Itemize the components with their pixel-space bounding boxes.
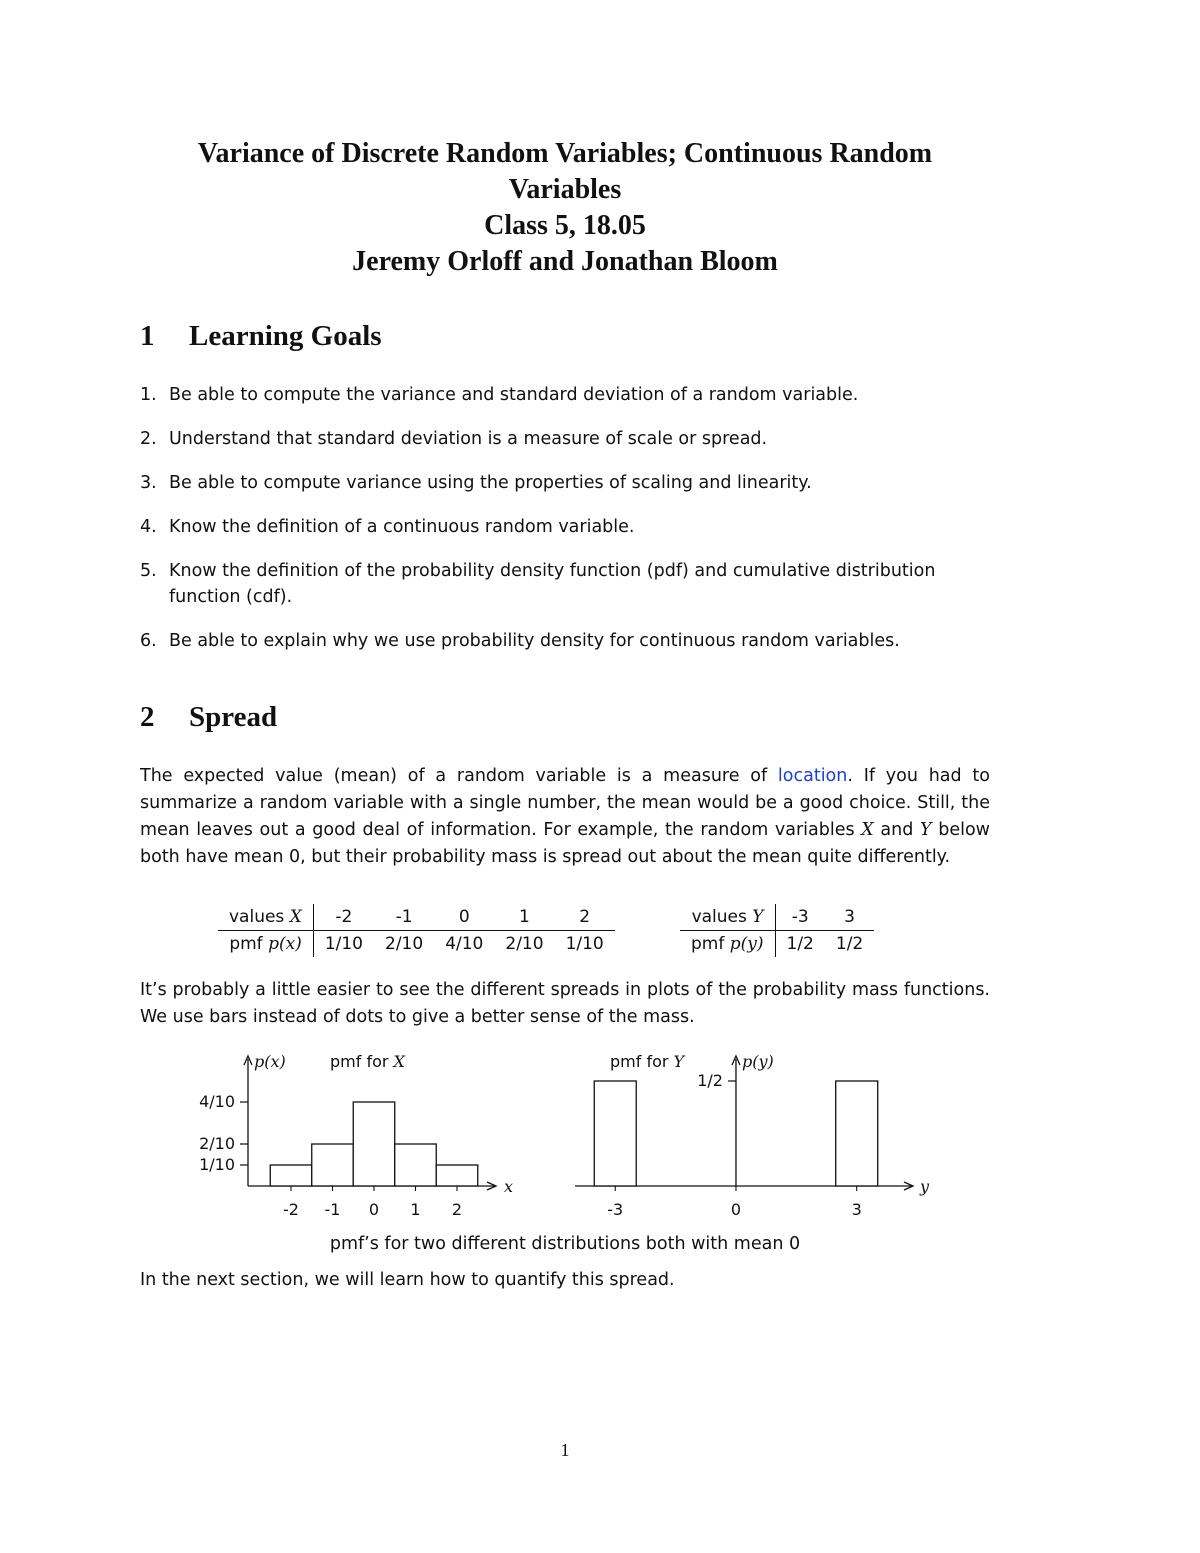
table-cell: 4/10 bbox=[445, 934, 484, 954]
table-row-label: values X bbox=[218, 904, 313, 931]
list-item bbox=[140, 382, 1000, 408]
table-cell: 1/10 bbox=[324, 934, 363, 954]
math-var-x: X bbox=[861, 820, 874, 840]
table-y-pmf bbox=[680, 904, 874, 957]
bar bbox=[353, 1102, 395, 1186]
list-item-text: Understand that standard deviation is a measure of scale or spread. bbox=[169, 429, 768, 449]
pmf-chart-y bbox=[570, 1045, 940, 1225]
table-cell: 1/2 bbox=[835, 934, 864, 954]
table-cell: 1/2 bbox=[786, 934, 814, 954]
bar bbox=[270, 1165, 312, 1186]
list-item-number: 2. bbox=[140, 429, 157, 449]
paragraph-spread-intro bbox=[140, 763, 990, 871]
document-title bbox=[140, 136, 990, 280]
y-axis-label: p(y) bbox=[741, 1052, 774, 1071]
bar bbox=[836, 1081, 878, 1186]
list-item-text: Know the definition of a continuous random variable. bbox=[169, 517, 635, 537]
table-cell: 1/10 bbox=[565, 934, 604, 954]
list-item-number: 3. bbox=[140, 473, 157, 493]
list-item bbox=[140, 514, 1000, 540]
y-axis-label: p(x) bbox=[254, 1052, 286, 1071]
list-item bbox=[140, 470, 1000, 496]
bar bbox=[436, 1165, 478, 1186]
text-run: and bbox=[873, 820, 920, 840]
x-axis-label: y bbox=[920, 1177, 930, 1196]
section-heading-spread bbox=[140, 701, 277, 734]
text-run: below both have mean 0, but their probability mass is spread out about the mean quite differently. bbox=[140, 820, 990, 867]
paragraph-plots: It’s probably a little easier to see the different spreads in plots of the probability mass functions. We use bars instead of dots to give a better sense of the mass. bbox=[140, 980, 990, 1027]
table-cell: 2/10 bbox=[505, 934, 544, 954]
section-number: 1 bbox=[140, 320, 155, 352]
learning-goals-list bbox=[140, 382, 1000, 672]
table-cell: 1 bbox=[494, 904, 554, 931]
location-link[interactable]: location bbox=[777, 766, 848, 786]
title-line-3: Class 5, 18.05 bbox=[484, 210, 646, 241]
x-tick-label: -2 bbox=[283, 1200, 299, 1219]
title-line-2: Variables bbox=[508, 174, 622, 205]
paragraph-next-section: In the next section, we will learn how to quantify this spread. bbox=[140, 1270, 675, 1290]
bar bbox=[312, 1144, 354, 1186]
x-tick-label: 1 bbox=[410, 1200, 421, 1219]
section-title: Learning Goals bbox=[189, 320, 382, 352]
bar bbox=[594, 1081, 636, 1186]
section-title: Spread bbox=[189, 701, 278, 733]
pmf-chart-x bbox=[190, 1045, 520, 1225]
list-item bbox=[140, 558, 1000, 610]
x-axis-label: x bbox=[504, 1177, 514, 1196]
x-tick-label: 0 bbox=[730, 1200, 742, 1219]
table-row-label: pmf p(y) bbox=[680, 931, 775, 958]
list-item bbox=[140, 426, 1000, 452]
y-tick-label: 1/2 bbox=[697, 1071, 723, 1090]
x-tick-label: 2 bbox=[451, 1200, 463, 1219]
table-cell: 3 bbox=[825, 904, 874, 931]
table-cell: 0 bbox=[434, 904, 494, 931]
bar bbox=[395, 1144, 437, 1186]
table-cell: -1 bbox=[374, 904, 434, 931]
list-item-text: Be able to explain why we use probability density for continuous random variables. bbox=[169, 631, 900, 651]
x-tick-label: 3 bbox=[851, 1200, 862, 1219]
title-line-1: Variance of Discrete Random Variables; Continuous Random bbox=[197, 138, 933, 169]
list-item bbox=[140, 628, 1000, 654]
x-tick-label: -3 bbox=[607, 1200, 624, 1219]
figure-caption: pmf’s for two different distributions both with mean 0 bbox=[329, 1234, 801, 1254]
list-item-number: 5. bbox=[140, 561, 157, 581]
title-authors: Jeremy Orloff and Jonathan Bloom bbox=[352, 246, 778, 277]
table-row-label: pmf p(x) bbox=[218, 931, 313, 958]
table-cell: 2 bbox=[555, 904, 615, 931]
section-number: 2 bbox=[140, 701, 155, 733]
text-run: The expected value (mean) of a random variable is a measure of bbox=[140, 766, 778, 786]
math-var-y: Y bbox=[920, 820, 932, 840]
section-heading-learning-goals bbox=[140, 320, 382, 353]
table-cell: -2 bbox=[313, 904, 374, 931]
list-item-number: 6. bbox=[140, 631, 157, 651]
table-cell: 2/10 bbox=[385, 934, 424, 954]
x-tick-label: -1 bbox=[324, 1200, 341, 1219]
list-item-text: Be able to compute the variance and standard deviation of a random variable. bbox=[169, 385, 859, 405]
list-item-text: Be able to compute variance using the properties of scaling and linearity. bbox=[169, 473, 812, 493]
y-tick-label: 4/10 bbox=[199, 1092, 235, 1111]
page-number: 1 bbox=[560, 1440, 570, 1460]
list-item-number: 1. bbox=[140, 385, 157, 405]
x-tick-label: 0 bbox=[368, 1200, 380, 1219]
text-run: . If you had to summarize a random variable with a single number, the mean would be a good choice. Still, the mean leaves out a good deal of information. For example, the random variables bbox=[140, 766, 990, 840]
list-item-text: Know the definition of the probability density function (pdf) and cumulative distribution function (cdf). bbox=[169, 561, 936, 607]
table-x-pmf bbox=[218, 904, 615, 957]
table-cell: -3 bbox=[775, 904, 825, 931]
y-tick-label: 1/10 bbox=[199, 1155, 235, 1174]
chart-title: pmf for X bbox=[330, 1052, 405, 1071]
y-tick-label: 2/10 bbox=[199, 1134, 235, 1153]
list-item-number: 4. bbox=[140, 517, 157, 537]
table-row-label: values Y bbox=[680, 904, 775, 931]
chart-title: pmf for Y bbox=[610, 1052, 685, 1071]
